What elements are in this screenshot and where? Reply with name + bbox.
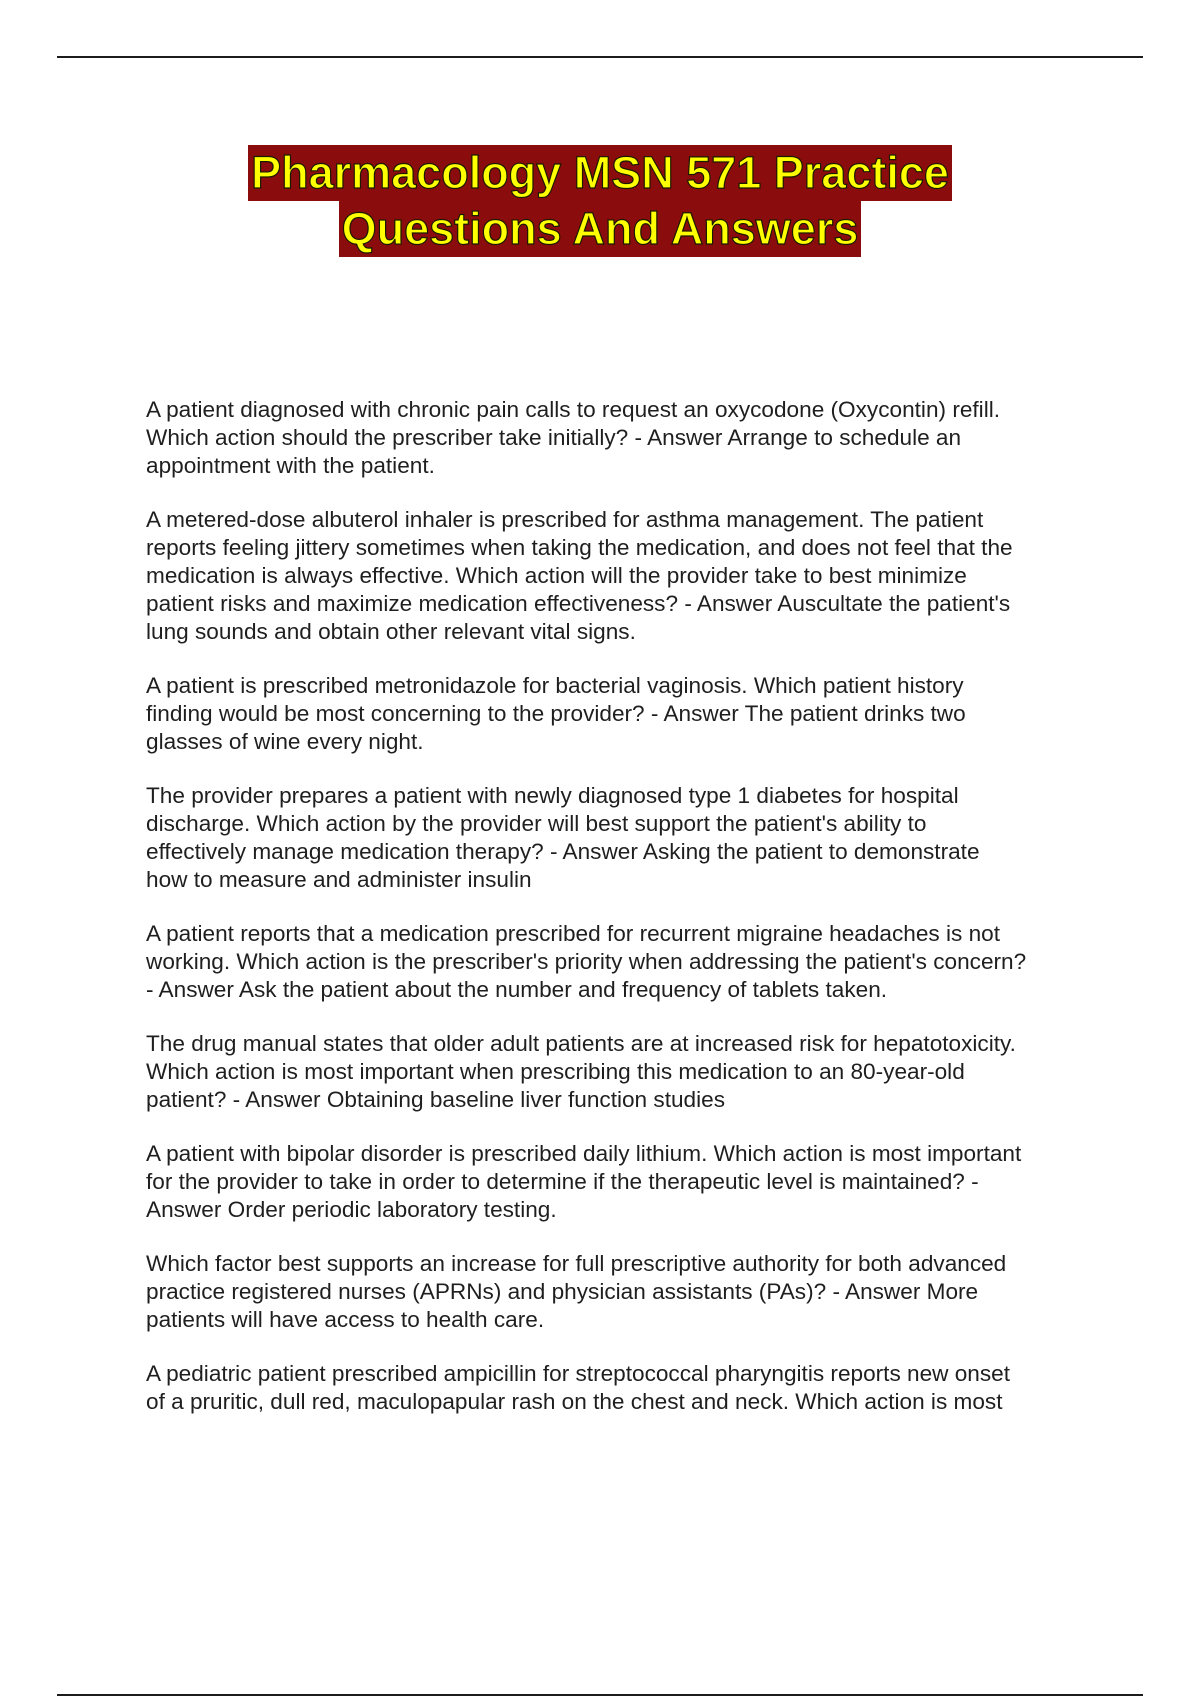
qa-line: reports feeling jittery sometimes when taking the medication, and does not feel that the <box>146 535 1013 560</box>
qa-item-1 <box>146 396 1106 480</box>
qa-line: patients will have access to health care. <box>146 1307 545 1332</box>
qa-item-9 <box>146 1360 1106 1416</box>
qa-line: Which action is most important when prescribing this medication to an 80-year-old <box>146 1059 965 1084</box>
footer-rule <box>57 1694 1143 1696</box>
header-rule <box>57 56 1143 58</box>
page-title <box>0 145 1200 257</box>
qa-line: The provider prepares a patient with newly diagnosed type 1 diabetes for hospital <box>146 783 959 808</box>
qa-line: A pediatric patient prescribed ampicillin for streptococcal pharyngitis reports new onset <box>146 1361 1011 1386</box>
qa-item-5 <box>146 920 1106 1004</box>
qa-list <box>146 396 1106 1442</box>
qa-line: Which action should the prescriber take initially? - Answer Arrange to schedule an <box>146 425 962 450</box>
qa-line: Which factor best supports an increase for full prescriptive authority for both advanced <box>146 1251 1007 1276</box>
qa-line: The drug manual states that older adult patients are at increased risk for hepatotoxicity. <box>146 1031 1016 1056</box>
qa-line: glasses of wine every night. <box>146 729 424 754</box>
qa-line: working. Which action is the prescriber's priority when addressing the patient's concern? <box>146 949 1027 974</box>
qa-line: A metered-dose albuterol inhaler is prescribed for asthma management. The patient <box>146 507 984 532</box>
qa-item-3 <box>146 672 1106 756</box>
qa-line: A patient reports that a medication prescribed for recurrent migraine headaches is not <box>146 921 1001 946</box>
qa-line: medication is always effective. Which action will the provider take to best minimize <box>146 563 967 588</box>
qa-line: patient? - Answer Obtaining baseline liver function studies <box>146 1087 725 1112</box>
qa-line: discharge. Which action by the provider will best support the patient's ability to <box>146 811 927 836</box>
title-line-1: Pharmacology MSN 571 Practice <box>248 145 952 201</box>
qa-item-2 <box>146 506 1106 646</box>
qa-line: patient risks and maximize medication effectiveness? - Answer Auscultate the patient's <box>146 591 1011 616</box>
qa-line: practice registered nurses (APRNs) and physician assistants (PAs)? - Answer More <box>146 1279 979 1304</box>
title-line-2: Questions And Answers <box>339 201 862 257</box>
qa-line: Answer Order periodic laboratory testing. <box>146 1197 557 1222</box>
qa-line: finding would be most concerning to the provider? - Answer The patient drinks two <box>146 701 966 726</box>
qa-line: how to measure and administer insulin <box>146 867 532 892</box>
qa-line: of a pruritic, dull red, maculopapular rash on the chest and neck. Which action is most <box>146 1389 1003 1414</box>
qa-line: A patient with bipolar disorder is prescribed daily lithium. Which action is most important <box>146 1141 1022 1166</box>
qa-line: effectively manage medication therapy? - Answer Asking the patient to demonstrate <box>146 839 980 864</box>
qa-item-8 <box>146 1250 1106 1334</box>
qa-line: - Answer Ask the patient about the number and frequency of tablets taken. <box>146 977 888 1002</box>
qa-line: lung sounds and obtain other relevant vital signs. <box>146 619 636 644</box>
qa-line: appointment with the patient. <box>146 453 435 478</box>
qa-item-4 <box>146 782 1106 894</box>
qa-line: A patient is prescribed metronidazole for bacterial vaginosis. Which patient history <box>146 673 964 698</box>
qa-line: A patient diagnosed with chronic pain calls to request an oxycodone (Oxycontin) refill. <box>146 397 1001 422</box>
qa-line: for the provider to take in order to determine if the therapeutic level is maintained? - <box>146 1169 979 1194</box>
qa-item-7 <box>146 1140 1106 1224</box>
qa-item-6 <box>146 1030 1106 1114</box>
